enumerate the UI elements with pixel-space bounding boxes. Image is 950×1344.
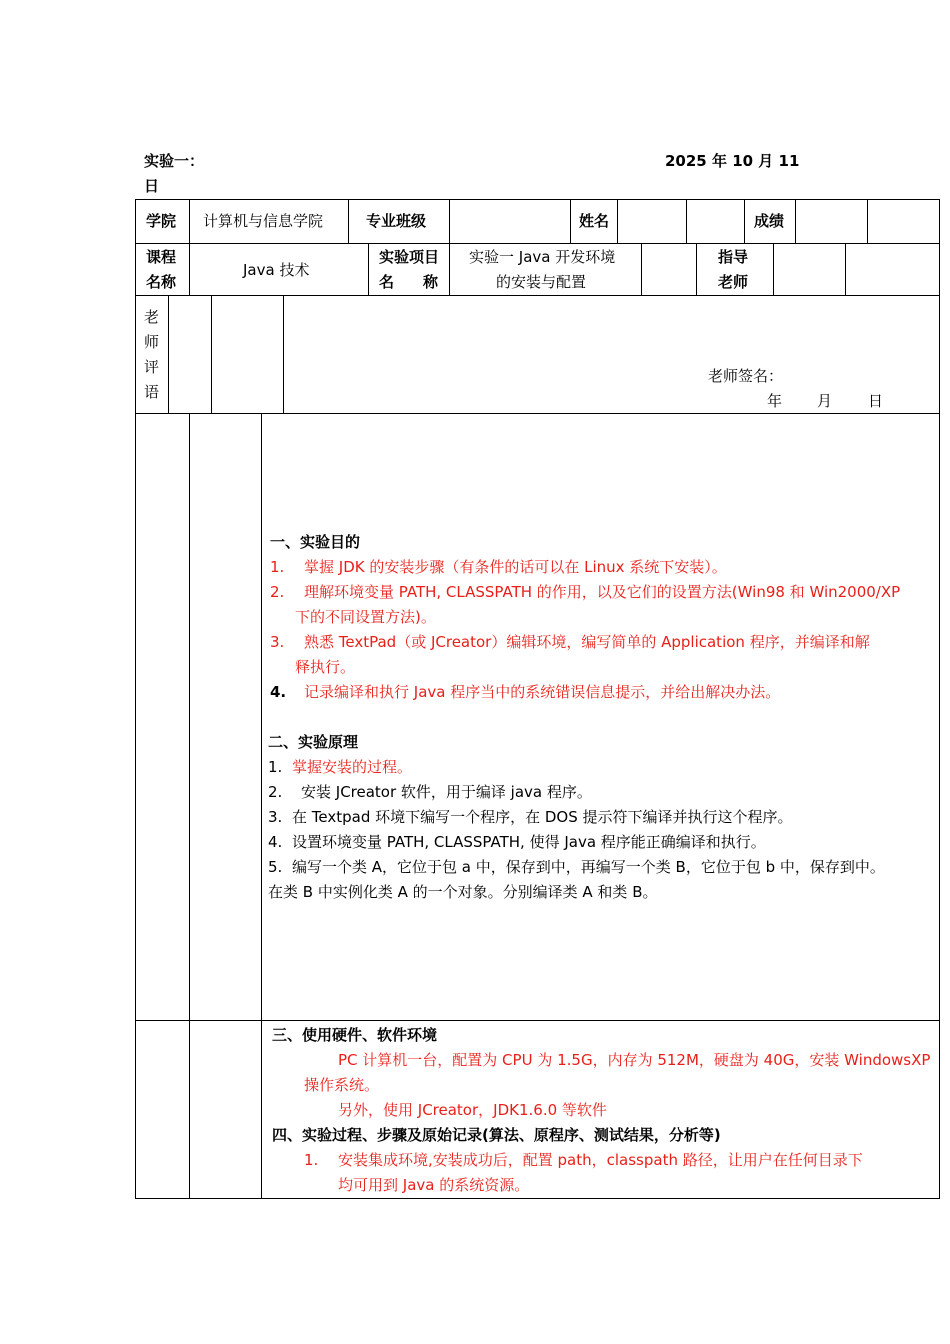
list-item: 掌握安装的过程。	[292, 758, 413, 776]
list-item: 设置环境变量 PATH, CLASSPATH, 使得 Java 程序能正确编译和执行。	[292, 833, 766, 851]
section-heading: 一、实验目的	[270, 533, 361, 551]
list-item: 记录编译和执行 Java 程序当中的系统错误信息提示，并给出解决办法。	[304, 683, 781, 701]
name-label: 姓名	[579, 212, 610, 230]
environment-line: 另外，使用 JCreator，JDK1.6.0 等软件	[338, 1101, 607, 1119]
list-item-number: 2.	[268, 783, 283, 801]
project-value-line2: 的安装与配置	[496, 273, 587, 291]
comment-label-char: 评	[144, 358, 160, 376]
signature-day: 日	[868, 392, 884, 410]
comment-label-char: 师	[144, 333, 160, 351]
course-value: Java 技术	[243, 261, 310, 279]
project-value-line1: 实验一 Java 开发环境	[469, 248, 616, 266]
name-value[interactable]	[618, 200, 686, 243]
score-value[interactable]	[796, 200, 867, 243]
comment-label-char: 语	[144, 383, 160, 401]
environment-line: 操作系统。	[304, 1076, 380, 1094]
list-item-continuation: 下的不同设置方法)。	[295, 608, 436, 626]
list-item: 在 Textpad 环境下编写一个程序，在 DOS 提示符下编译并执行这个程序。	[292, 808, 793, 826]
teacher-label-line1: 指导	[718, 248, 749, 266]
list-item: 编写一个类 A，它位于包 a 中，保存到中，再编写一个类 B，它位于包 b 中，保存到中。	[292, 858, 885, 876]
list-item-number: 2.	[270, 583, 285, 601]
environment-line: PC 计算机一台，配置为 CPU 为 1.5G，内存为 512M，硬盘为 40G，安装 WindowsXP	[338, 1051, 931, 1069]
project-label-line2a: 名	[379, 273, 395, 291]
score-label: 成绩	[754, 212, 785, 230]
college-label: 学院	[146, 212, 177, 230]
list-item: 理解环境变量 PATH, CLASSPATH 的作用，以及它们的设置方法(Win98 和 Win2000/XP	[304, 583, 901, 601]
list-item-continuation: 在类 B 中实例化类 A 的一个对象。分别编译类 A 和类 B。	[268, 883, 658, 901]
list-item-number: 5.	[268, 858, 283, 876]
college-value: 计算机与信息学院	[203, 212, 324, 230]
list-item-number: 1.	[304, 1151, 319, 1169]
list-item-number: 3.	[270, 633, 285, 651]
teacher-signature-label: 老师签名：	[708, 367, 784, 385]
experiment-title: 实验一：	[144, 152, 205, 170]
list-item: 掌握 JDK 的安装步骤（有条件的话可以在 Linux 系统下安装）。	[304, 558, 727, 576]
section-heading: 三、使用硬件、软件环境	[272, 1026, 438, 1044]
experiment-date-day: 日	[144, 177, 160, 195]
section-heading: 二、实验原理	[268, 733, 359, 751]
comment-label-char: 老	[144, 308, 160, 326]
major-class-value[interactable]	[450, 200, 569, 243]
project-label-line1: 实验项目	[379, 248, 440, 266]
experiment-date: 2025 年 10 月 11	[665, 152, 800, 170]
list-item: 安装 JCreator 软件，用于编译 java 程序。	[301, 783, 592, 801]
list-item-number: 1.	[270, 558, 285, 576]
teacher-value[interactable]	[774, 244, 845, 295]
signature-month: 月	[817, 392, 833, 410]
course-label-line1: 课程	[146, 248, 177, 266]
list-item: 熟悉 TextPad（或 JCreator）编辑环境，编写简单的 Application 程序，并编译和解	[304, 633, 870, 651]
list-item: 安装集成环境,安装成功后，配置 path，classpath 路径，让用户在任何目录下	[338, 1151, 863, 1169]
course-label-line2: 名称	[146, 273, 177, 291]
major-class-label: 专业班级	[366, 212, 427, 230]
list-item-number: 3.	[268, 808, 283, 826]
list-item-continuation: 释执行。	[295, 658, 356, 676]
list-item-number: 1.	[268, 758, 283, 776]
signature-year: 年	[767, 392, 783, 410]
teacher-label-line2: 老师	[718, 273, 749, 291]
list-item-number: 4.	[270, 683, 287, 701]
project-label-line2b: 称	[423, 273, 439, 291]
list-item-continuation: 均可用到 Java 的系统资源。	[338, 1176, 530, 1194]
list-item-number: 4.	[268, 833, 283, 851]
section-heading: 四、实验过程、步骤及原始记录(算法、原程序、测试结果，分析等)	[272, 1126, 721, 1144]
